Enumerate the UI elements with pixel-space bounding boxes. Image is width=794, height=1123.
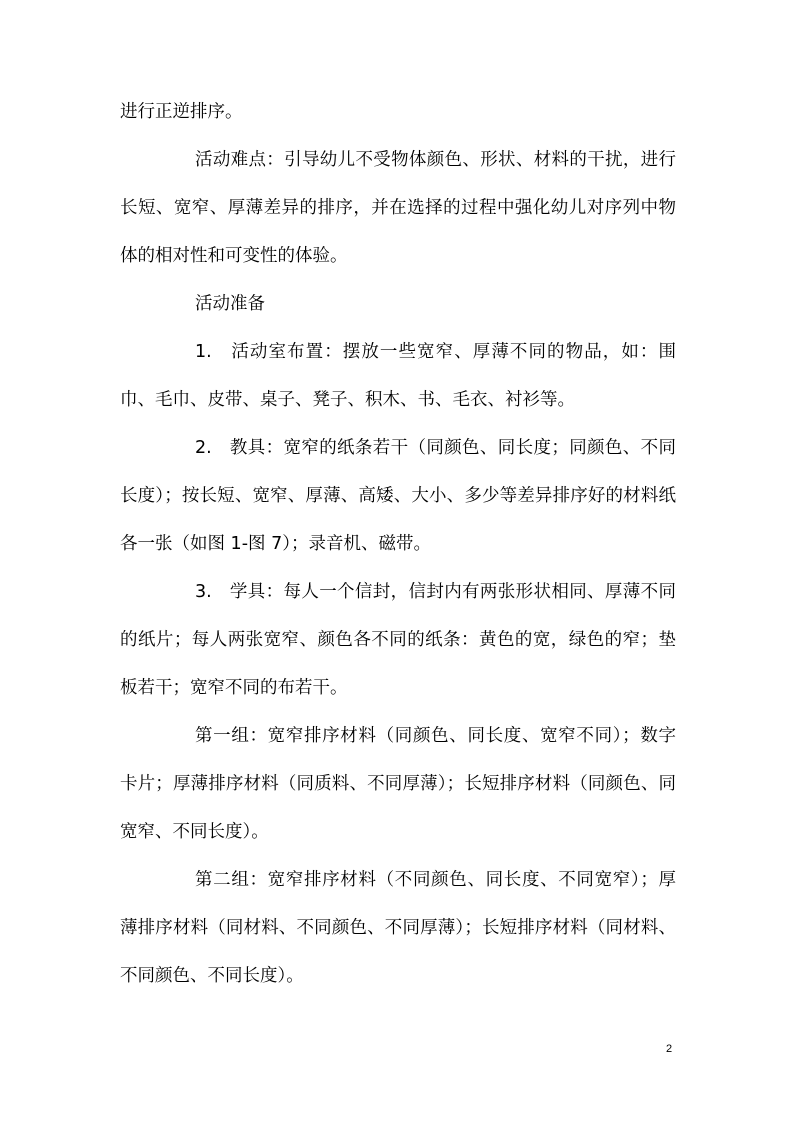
paragraph-group-one: 第一组：宽窄排序材料（同颜色、同长度、宽窄不同）；数字卡片；厚薄排序材料（同质料、不同厚薄）；长短排序材料（同颜色、同宽窄、不同长度）。	[120, 726, 676, 842]
paragraph-activity-difficulty: 活动难点：引导幼儿不受物体颜色、形状、材料的干扰，进行长短、宽窄、厚薄差异的排序，并在选择的过程中强化幼儿对序列中物体的相对性和可变性的体验。	[120, 150, 676, 266]
document-body	[120, 88, 676, 1000]
paragraph-group-two: 第二组：宽窄排序材料（不同颜色、同长度、不同宽窄）；厚薄排序材料（同材料、不同颜色、不同厚薄）；长短排序材料（同材料、不同颜色、不同长度）。	[120, 870, 676, 986]
paragraph-item-3-learning-materials: 3. 学具：每人一个信封，信封内有两张形状相同、厚薄不同的纸片；每人两张宽窄、颜色各不同的纸条：黄色的宽，绿色的窄；垫板若干；宽窄不同的布若干。	[120, 582, 676, 698]
paragraph-item-2-teaching-aids: 2. 教具：宽窄的纸条若干（同颜色、同长度；同颜色、不同长度）；按长短、宽窄、厚薄、高矮、大小、多少等差异排序好的材料纸各一张（如图 1-图 7）；录音机、磁带。	[120, 438, 676, 554]
page-number: 2	[666, 1043, 673, 1055]
section-heading-activity-preparation: 活动准备	[195, 294, 265, 314]
paragraph-continuation: 进行正逆排序。	[120, 102, 243, 122]
paragraph-item-1-room-setup: 1. 活动室布置：摆放一些宽窄、厚薄不同的物品，如：围巾、毛巾、皮带、桌子、凳子、积木、书、毛衣、衬衫等。	[120, 342, 676, 410]
